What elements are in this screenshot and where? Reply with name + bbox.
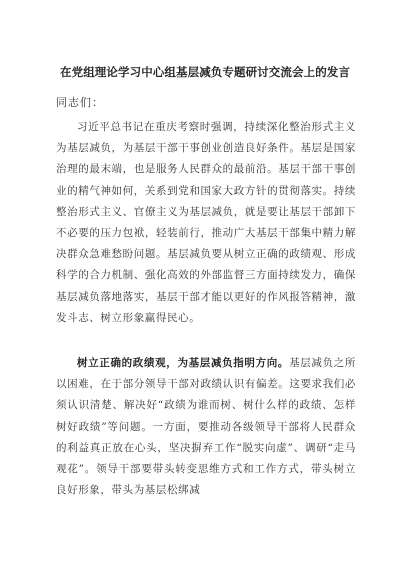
paragraph-lead: 树立正确的政绩观，为基层减负指明方向。 [77,357,290,369]
greeting: 同志们： [56,96,104,109]
body-paragraph [56,353,356,501]
body-paragraph [56,117,356,329]
document-title: 在党组理论学习中心组基层减负专题研讨交流会上的发言 [60,65,350,79]
paragraph-text: 习近平总书记在重庆考察时强调，持续深化整治形式主义为基层减负，为基层干部干事创业创造良好条件。基层是国家治理的最末端，也是服务人民群众的最前沿。基层干部干事创业的精气神如何，关系到党和国家大政方针的贯彻落实。持续整治形式主义、官僚主义为基层减负，就是要让基层干部卸下不必要的压力包袱，轻装前行，推动广大基层干部集中精力解决群众急难愁盼问题。基层减负要从树立正确的政绩观、形成科学的合力机制、强化高效的外部监督三方面持续发力，确保基层减负落地落实，基层干部才能以更好的作风报答精神，激发斗志、树立形象赢得民心。 [56,121,356,324]
paragraph-text: 基层减负之所以困难，在于部分领导干部对政绩认识有偏差。这要求我们必须认识清楚、解决好“政绩为谁而树、树什么样的政绩、怎样树好政绩”等问题。一方面，要推动各级领导干部将人民群众的利益真正放在心头，坚决摒弃工作“脱实向虚”、调研“走马观花”。领导干部要带头转变思维方式和工作方式，带头树立良好形象，带头为基层松绑减 [56,357,356,497]
